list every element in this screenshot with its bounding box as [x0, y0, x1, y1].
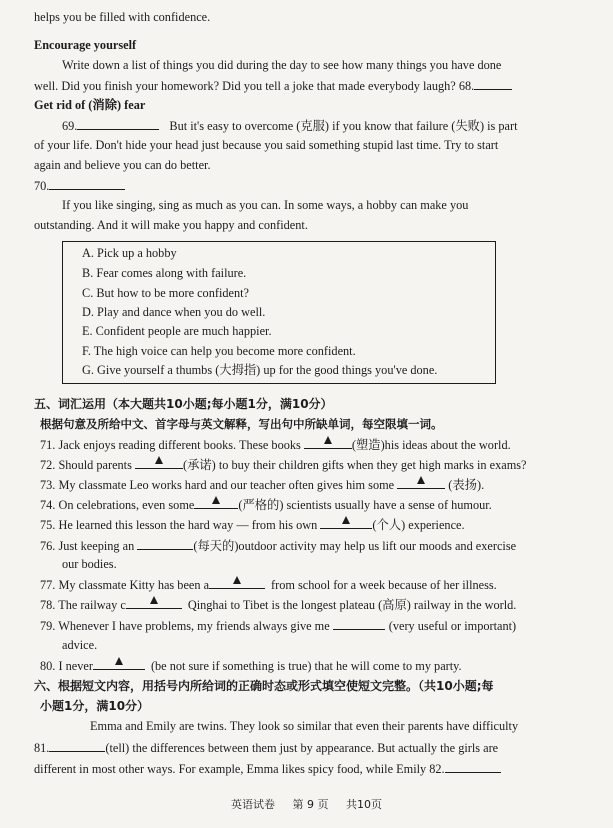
blank-82[interactable] — [445, 761, 501, 773]
option-d: D. Play and dance when you do well. — [82, 305, 266, 319]
section-6-title-2: 小题1分，满10分） — [40, 699, 150, 713]
sing-line-2: outstanding. And it will make you happy and confident. — [34, 218, 308, 232]
q74-text-b: (严格的) scientists usually have a sense of humour. — [238, 498, 492, 512]
q76-text-b: (每天的)outdoor activity may help us lift our moods and exercise — [193, 539, 517, 553]
passage-line-3 — [34, 761, 501, 777]
fear-line-3: again and believe you can do better. — [34, 158, 211, 172]
q79 — [40, 618, 516, 634]
fear-line-1-text: But it's easy to overcome (克服) if you know that failure (失败) is part — [169, 119, 518, 133]
option-f: F. The high voice can help you become more confident. — [82, 344, 356, 358]
q76 — [40, 538, 516, 554]
q70-number: 70. — [34, 179, 50, 193]
q70-line — [34, 178, 125, 194]
q73-text-b: (表扬). — [448, 478, 485, 492]
option-g: G. Give yourself a thumbs (大拇指) up for the good things you've done. — [82, 363, 438, 377]
q71 — [40, 437, 511, 453]
footer-subject: 英语试卷 — [231, 798, 275, 811]
q80-text-b: (be not sure if something is true) that he will come to my party. — [150, 659, 462, 673]
q80 — [40, 658, 462, 674]
q72-text-b: (承诺) to buy their children gifts when they get high marks in exams? — [182, 458, 527, 472]
q75 — [40, 517, 465, 533]
footer-page: 第 9 页 — [292, 798, 329, 811]
blank-76[interactable] — [137, 538, 193, 550]
q76-continued: our bodies. — [62, 557, 117, 571]
blank-68[interactable] — [474, 78, 512, 90]
q74 — [40, 497, 492, 513]
q77-text-a: 77. My classmate Kitty has been a — [40, 578, 210, 592]
q79-text-b: (very useful or important) — [388, 619, 517, 633]
encourage-line-1: Write down a list of things you did during the day to see how many things you have done — [62, 58, 502, 72]
blank-72[interactable] — [135, 457, 183, 469]
q81-number: 81. — [34, 741, 50, 755]
q80-text-a: 80. I never — [40, 659, 93, 673]
section-6-title-1: 六、根据短文内容，用括号内所给词的正确时态或形式填空使短文完整。（共10小题;每 — [34, 679, 494, 693]
blank-78[interactable] — [126, 597, 182, 609]
blank-79[interactable] — [333, 618, 385, 630]
option-b: B. Fear comes along with failure. — [82, 266, 247, 280]
q69-number: 69. — [62, 119, 78, 133]
section-5-title: 五、词汇运用（本大题共10小题;每小题1分，满10分） — [34, 397, 333, 411]
heading-fear: Get rid of (消除) fear — [34, 98, 146, 112]
q77 — [40, 577, 497, 593]
sing-line-1: If you like singing, sing as much as you can. In some ways, a hobby can make you — [62, 198, 469, 212]
q74-text-a: 74. On celebrations, even some — [40, 498, 195, 512]
blank-69[interactable] — [77, 118, 159, 130]
blank-74[interactable] — [194, 497, 238, 509]
q78 — [40, 597, 516, 613]
blank-75[interactable] — [320, 517, 372, 529]
option-c: C. But how to be more confident? — [82, 286, 249, 300]
page-footer — [0, 796, 613, 812]
blank-81[interactable] — [49, 740, 105, 752]
q75-text-b: (个人) experience. — [372, 518, 465, 532]
footer-total: 共10页 — [346, 798, 382, 811]
q71-text-b: (塑造)his ideas about the world. — [351, 438, 511, 452]
q79-continued: advice. — [62, 638, 98, 652]
q71-text-a: 71. Jack enjoys reading different books. These books — [40, 438, 301, 452]
fear-line-2: of your life. Don't hide your head just because you said something stupid last time. Try to start — [34, 138, 499, 152]
q78-text-b: Qinghai to Tibet is the longest plateau (高原) railway in the world. — [187, 598, 517, 612]
blank-70[interactable] — [49, 178, 125, 190]
q73 — [40, 477, 484, 493]
q77-text-b: from school for a week because of her illness. — [271, 578, 497, 592]
q73-text-a: 73. My classmate Leo works hard and our teacher often gives him some — [40, 478, 395, 492]
encourage-line-2 — [34, 78, 512, 94]
encourage-line-2-text: well. Did you finish your homework? Did you tell a joke that made everybody laugh? 68. — [34, 79, 475, 93]
passage-line-2-text: (tell) the differences between them just by appearance. But actually the girls are — [105, 741, 499, 755]
passage-line-3-text: different in most other ways. For example, Emma likes spicy food, while Emily 82. — [34, 762, 445, 776]
option-e: E. Confident people are much happier. — [82, 324, 272, 338]
heading-encourage: Encourage yourself — [34, 38, 137, 52]
fear-line-1 — [62, 118, 518, 134]
option-a: A. Pick up a hobby — [82, 246, 177, 260]
q79-text-a: 79. Whenever I have problems, my friends always give me — [40, 619, 330, 633]
passage-line-1: Emma and Emily are twins. They look so similar that even their parents have difficulty — [90, 719, 519, 733]
blank-80[interactable] — [93, 658, 145, 670]
q72 — [40, 457, 527, 473]
blank-73[interactable] — [397, 477, 445, 489]
q78-text-a: 78. The railway c — [40, 598, 126, 612]
q72-text-a: 72. Should parents — [40, 458, 132, 472]
blank-77[interactable] — [209, 577, 265, 589]
section-5-instruction: 根据句意及所给中文、首字母与英文解释，写出句中所缺单词，每空限填一词。 — [40, 417, 443, 431]
intro-line: helps you be filled with confidence. — [34, 10, 211, 24]
passage-line-2 — [34, 740, 498, 756]
blank-71[interactable] — [304, 437, 352, 449]
q76-text-a: 76. Just keeping an — [40, 539, 135, 553]
q75-text-a: 75. He learned this lesson the hard way — from his own — [40, 518, 318, 532]
